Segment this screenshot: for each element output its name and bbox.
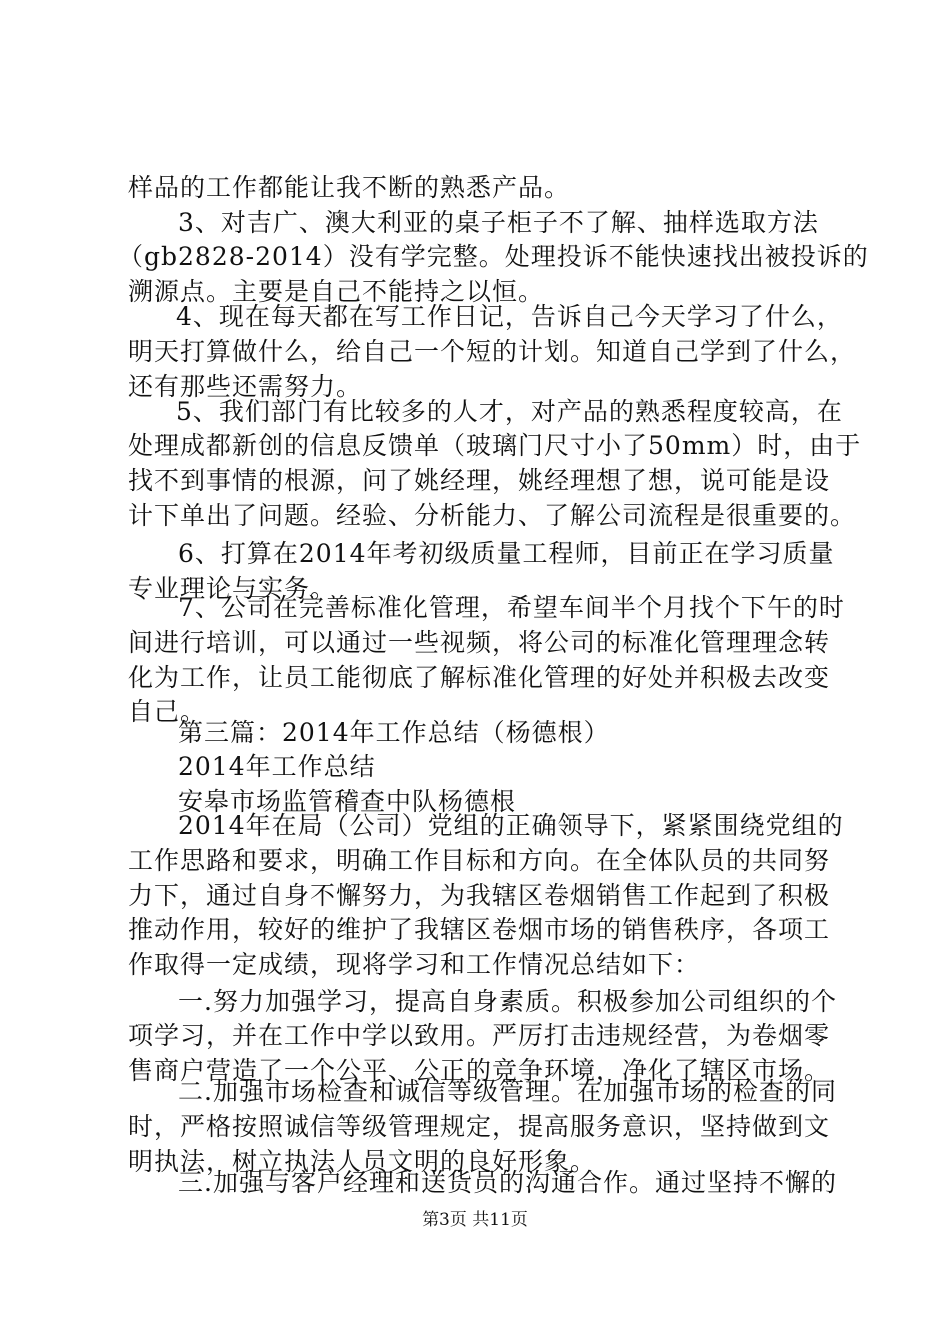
text-line: 溯源点。主要是自己不能持之以恒。 [128, 277, 545, 306]
text-line: 力下，通过自身不懈努力，为我辖区卷烟销售工作起到了积极 [128, 881, 831, 910]
page-number-footer: 第3页 共11页 [422, 1210, 528, 1230]
text-line: 6、打算在2014年考初级质量工程师，目前正在学习质量 [178, 539, 835, 568]
text-line: 还有那些还需努力。 [128, 372, 363, 401]
text-line: 三.加强与客户经理和送货员的沟通合作。通过坚持不懈的 [178, 1168, 837, 1197]
text-line: 自己。 [128, 697, 207, 726]
text-line: 明天打算做什么，给自己一个短的计划。知道自己学到了什么， [128, 337, 857, 366]
text-line: 安皋市场监管稽查中队杨德根 [178, 787, 517, 816]
text-line: （gb2828-2014）没有学完整。处理投诉不能快速找出被投诉的 [118, 242, 869, 271]
text-line: 找不到事情的根源，问了姚经理，姚经理想了想，说可能是设 [128, 466, 831, 495]
text-line: 计下单出了问题。经验、分析能力、了解公司流程是很重要的。 [128, 501, 857, 530]
text-line: 推动作用，较好的维护了我辖区卷烟市场的销售秩序，各项工 [128, 915, 831, 944]
text-line: 项学习，并在工作中学以致用。严厉打击违规经营，为卷烟零 [128, 1021, 831, 1050]
text-line: 5、我们部门有比较多的人才，对产品的熟悉程度较高，在 [176, 397, 843, 426]
text-line: 样品的工作都能让我不断的熟悉产品。 [128, 173, 571, 202]
text-line: 作取得一定成绩，现将学习和工作情况总结如下： [128, 950, 701, 979]
text-line: 一.努力加强学习，提高自身素质。积极参加公司组织的个 [178, 987, 837, 1016]
text-line: 2014年工作总结 [178, 752, 376, 781]
text-line: 第三篇：2014年工作总结（杨德根） [178, 718, 610, 747]
text-line: 二.加强市场检查和诚信等级管理。在加强市场的检查的同 [178, 1077, 837, 1106]
text-line: 时，严格按照诚信等级管理规定，提高服务意识，坚持做到文 [128, 1112, 831, 1141]
text-line: 间进行培训，可以通过一些视频，将公司的标准化管理理念转 [128, 628, 831, 657]
text-line: 售商户营造了一个公平、公正的竞争环境，净化了辖区市场。 [128, 1056, 831, 1085]
text-line: 处理成都新创的信息反馈单（玻璃门尺寸小了50mm）时，由于 [128, 431, 862, 460]
text-line: 2014年在局（公司）党组的正确领导下，紧紧围绕党组的 [178, 811, 844, 840]
text-line: 明执法，树立执法人员文明的良好形象。 [128, 1147, 597, 1176]
text-line: 化为工作，让员工能彻底了解标准化管理的好处并积极去改变 [128, 663, 831, 692]
text-line: 3、对吉广、澳大利亚的桌子柜子不了解、抽样选取方法 [178, 208, 819, 237]
text-line: 专业理论与实务。 [128, 574, 337, 603]
text-line: 工作思路和要求，明确工作目标和方向。在全体队员的共同努 [128, 846, 831, 875]
text-line: 4、现在每天都在写工作日记，告诉自己今天学习了什么， [176, 302, 843, 331]
text-line: 7、公司在完善标准化管理，希望车间半个月找个下午的时 [178, 593, 845, 622]
